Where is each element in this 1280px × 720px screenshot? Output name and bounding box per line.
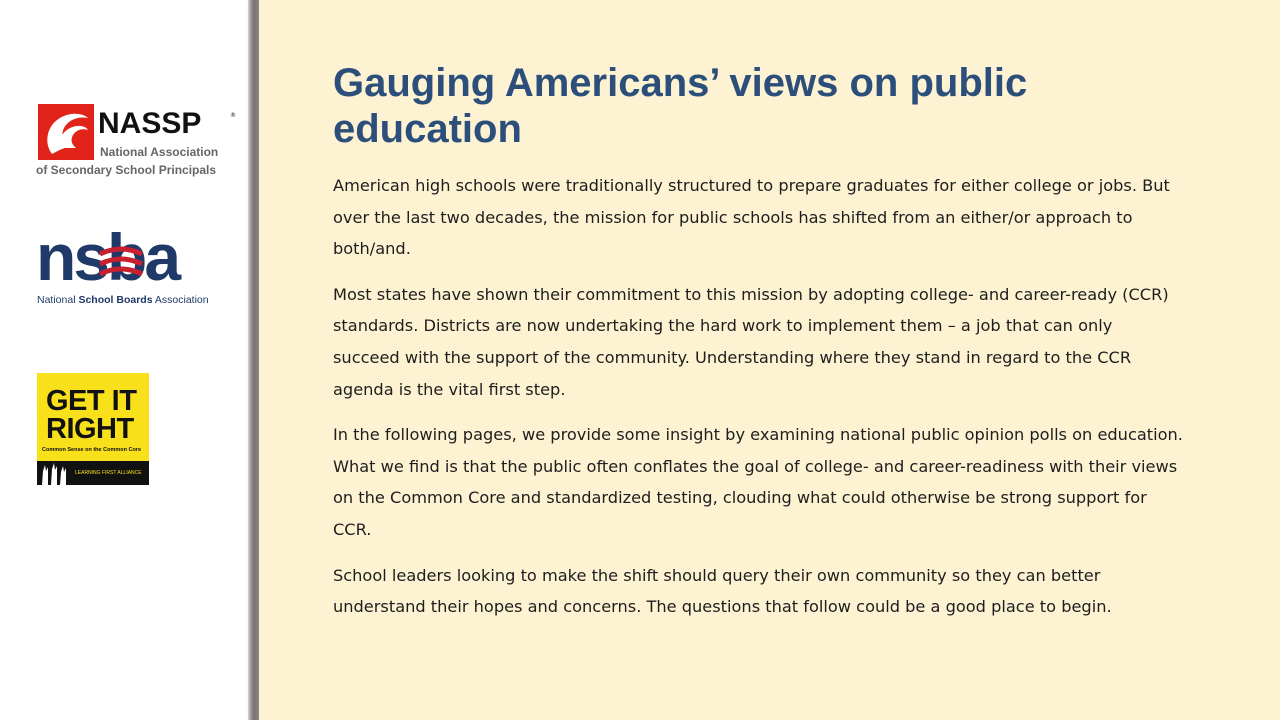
- nsba-wordmark: nsba: [36, 220, 179, 294]
- nassp-name: NASSP: [98, 107, 202, 140]
- body-text: [333, 170, 1183, 637]
- raised-hands-icon: [39, 461, 75, 485]
- get-it-right-line-2: RIGHT: [46, 413, 134, 445]
- logo-sidebar: [0, 0, 248, 720]
- paragraph-4: School leaders looking to make the shift should query their own community so they can better understand their hopes and concerns. The questions that follow could be a good place to begin.: [333, 565, 1112, 617]
- get-it-right-line-1: GET IT: [46, 385, 137, 417]
- paragraph-2: Most states have shown their commitment to this mission by adopting college- and career-ready (CCR) standards. Districts are now undertaking the hard work to implement them – a job that can only succeed with the support of the community. Understanding where they stand in regard to the CCR agenda is the vital first step.: [333, 284, 1169, 399]
- learning-first-alliance: LEARNING FIRST ALLIANCE: [75, 470, 142, 476]
- nsba-caption: [37, 294, 207, 306]
- nassp-trademark: ®: [230, 112, 236, 119]
- get-it-right-tagline: Common Sense on the Common Core: [42, 447, 142, 453]
- sidebar-divider: [248, 0, 259, 720]
- nsba-caption-bold: School Boards: [78, 294, 153, 306]
- nassp-line-1: National Association: [100, 145, 219, 159]
- page-title: Gauging Americans’ views on public education: [333, 61, 1028, 151]
- nsba-caption-post: Association: [152, 294, 209, 306]
- nsba-caption-pre: National: [37, 294, 79, 306]
- get-it-right-logo: [37, 373, 149, 485]
- nsba-flag-stripes-icon: [98, 246, 144, 286]
- paragraph-1: American high schools were traditionally structured to prepare graduates for either college or jobs. But over the last two decades, the mission for public schools has shifted from an either/or approach to both/and.: [333, 176, 1170, 259]
- nassp-flame-icon: [38, 104, 94, 160]
- nassp-logo: [36, 102, 236, 182]
- paragraph-3: In the following pages, we provide some insight by examining national public opinion polls on education. What we find is that the public often conflates the goal of college- and career-readiness with their views on the Common Core and standardized testing, clouding what could otherwise be strong support for CCR.: [333, 425, 1183, 539]
- nsba-logo: [36, 220, 209, 310]
- get-it-right-headline: [46, 387, 146, 443]
- nassp-line-2: of Secondary School Principals: [36, 163, 217, 177]
